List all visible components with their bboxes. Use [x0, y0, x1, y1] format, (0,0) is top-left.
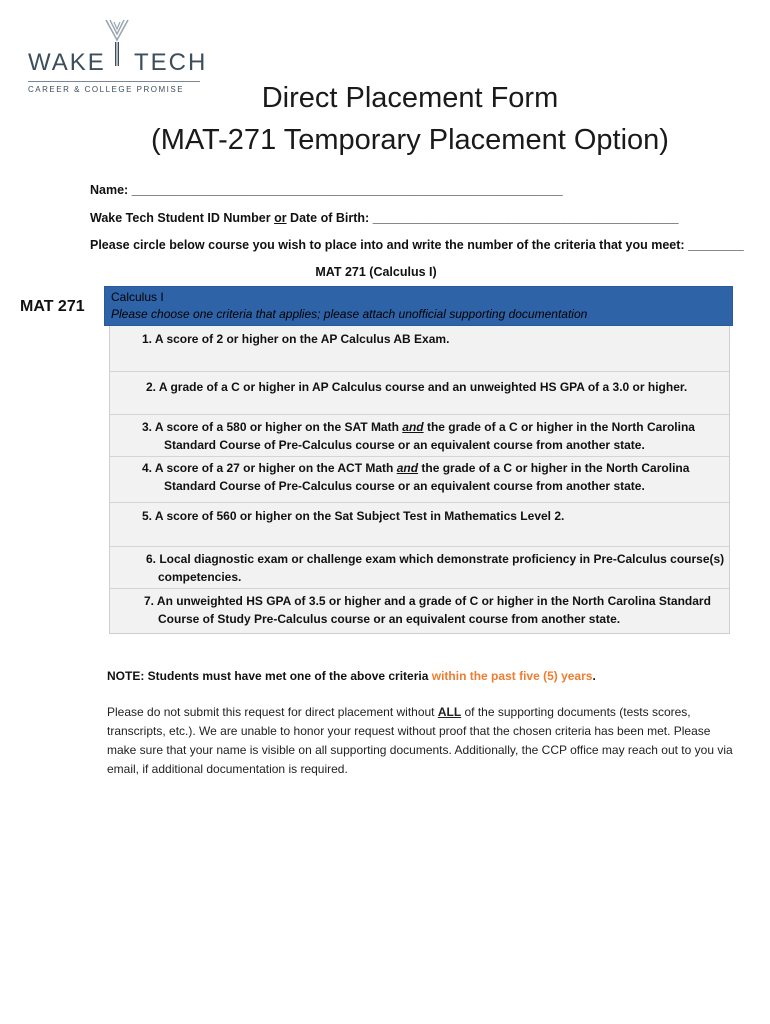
criteria-row-6[interactable]: 6. Local diagnostic exam or challenge exam which demonstrate proficiency in Pre-Calculus course(s) competencies.	[110, 547, 729, 589]
criteria-table	[104, 286, 733, 634]
criteria-row-2[interactable]: 2. A grade of a C or higher in AP Calculus course and an unweighted HS GPA of a 3.0 or higher.	[110, 372, 729, 415]
eligibility-note: NOTE: Students must have met one of the above criteria within the past five (5) years.	[107, 669, 596, 683]
or-underlined: or	[274, 211, 287, 225]
page-title: Direct Placement Form	[261, 82, 559, 114]
all-emphasis: ALL	[437, 705, 462, 719]
criteria-number-blank[interactable]: ________	[688, 238, 744, 252]
submission-instructions: Please do not submit this request for direct placement without ALL of the supporting documents (tests scores, transcripts, etc.). We are unable to honor your request without proof that the chosen criteria has been met. Please make sure that your name is visible on all supporting documents. Additionally, the CCP office may reach out to you via email, if additional documentation is required.	[107, 705, 733, 776]
and-emphasis: and	[402, 420, 424, 434]
criteria-row-4[interactable]: 4. A score of a 27 or higher on the ACT Math and the grade of a C or higher in the North Carolina Standard Course of Pre-Calculus course or an equivalent course from another state.	[110, 457, 729, 503]
criteria-row-5[interactable]: 5. A score of 560 or higher on the Sat Subject Test in Mathematics Level 2.	[110, 503, 729, 547]
course-caption: MAT 271 (Calculus I)	[315, 265, 437, 279]
criteria-number-field[interactable]	[90, 238, 744, 252]
name-field[interactable]	[90, 183, 563, 197]
page-subtitle: (MAT-271 Temporary Placement Option)	[151, 124, 669, 156]
criteria-row-3[interactable]: 3. A score of a 580 or higher on the SAT Math and the grade of a C or higher in the North Carolina Standard Course of Pre-Calculus course or an equivalent course from another state.	[110, 415, 729, 457]
criteria-list	[109, 326, 730, 634]
name-blank[interactable]: ______________________________________________________________	[131, 183, 563, 197]
criteria-row-7[interactable]: 7. An unweighted HS GPA of 3.5 or higher and a grade of C or higher in the North Carolina Standard Course of Study Pre-Calculus course or an equivalent course from another state.	[144, 594, 711, 626]
criteria-row-1[interactable]: 1. A score of 2 or higher on the AP Calculus AB Exam.	[110, 326, 729, 372]
name-label: Name:	[90, 183, 129, 197]
logo-tagline: CAREER & COLLEGE PROMISE	[28, 85, 185, 94]
table-header-instruction: Please choose one criteria that applies; please attach unofficial supporting documentation	[111, 307, 588, 321]
student-id-label: Wake Tech Student ID Number or Date of Birth:	[90, 211, 370, 225]
criteria-table-header	[104, 286, 733, 326]
course-side-label: MAT 271	[20, 298, 85, 315]
table-header-title: Calculus I	[111, 290, 164, 304]
note-highlight: within the past five (5) years	[431, 669, 593, 683]
flame-emblem-icon	[104, 18, 130, 66]
logo-wordmark-wake: WAKE	[28, 49, 106, 76]
logo-wordmark-tech: TECH	[134, 49, 208, 76]
circle-instruction: Please circle below course you wish to place into and write the number of the criteria that you meet:	[90, 238, 685, 252]
student-id-field[interactable]	[90, 211, 679, 225]
student-id-blank[interactable]: ____________________________________________	[372, 211, 679, 225]
and-emphasis: and	[396, 461, 419, 475]
